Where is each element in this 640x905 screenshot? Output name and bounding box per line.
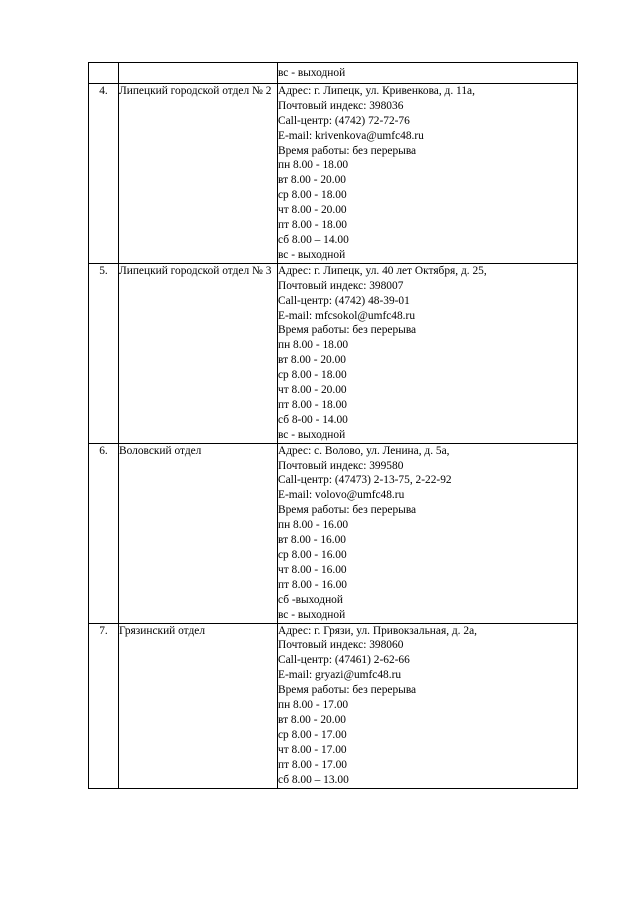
info-line: ср 8.00 - 16.00 [278, 549, 347, 561]
info-line: Почтовый индекс: 398060 [278, 639, 404, 652]
info-line: E-mail: volovo@umfc48.ru [278, 489, 405, 502]
office-name [119, 63, 278, 84]
info-line: Call-центр: (47461) 2-62-66 [278, 654, 410, 667]
offices-table [88, 62, 578, 789]
info-line: сб 8-00 - 14.00 [278, 413, 348, 426]
info-line: Почтовый индекс: 398036 [278, 99, 404, 112]
info-line: вт 8.00 - 20.00 [278, 174, 346, 187]
row-number [89, 63, 119, 84]
row-number: 5. [89, 263, 119, 443]
info-line: сб -выходной [278, 593, 343, 606]
row-number: 6. [89, 443, 119, 623]
info-line: вс - выходной [278, 608, 346, 621]
info-line: пт 8.00 - 16.00 [278, 578, 347, 591]
info-line: ср 8.00 - 18.00 [278, 369, 347, 382]
table-row [89, 443, 578, 623]
info-line: Адрес: с. Волово, ул. Ленина, д. 5а, [278, 444, 450, 457]
office-info [278, 623, 578, 788]
info-line: ср 8.00 - 18.00 [278, 189, 347, 202]
info-line: Call-центр: (4742) 48-39-01 [278, 294, 410, 307]
info-line: Адрес: г. Липецк, ул. Кривенкова, д. 11а, [278, 84, 475, 97]
info-line: пт 8.00 - 18.00 [278, 219, 347, 232]
info-line: пн 8.00 - 18.00 [278, 159, 349, 172]
info-line: Время работы: без перерыва [278, 504, 417, 517]
office-info [278, 63, 578, 84]
info-line: вт 8.00 - 20.00 [278, 713, 346, 726]
info-line: Почтовый индекс: 398007 [278, 279, 404, 292]
table-row [89, 623, 578, 788]
info-line: вс - выходной [278, 67, 346, 79]
info-line: вс - выходной [278, 428, 346, 441]
info-line: пт 8.00 - 17.00 [278, 758, 347, 771]
info-line: пн 8.00 - 17.00 [278, 699, 349, 712]
info-line: Время работы: без перерыва [278, 684, 417, 697]
info-line: Почтовый индекс: 399580 [278, 459, 404, 472]
table-row [89, 263, 578, 443]
row-number: 4. [89, 83, 119, 263]
row-number: 7. [89, 623, 119, 788]
info-line: Call-центр: (47473) 2-13-75, 2-22-92 [278, 474, 452, 487]
office-info [278, 83, 578, 263]
office-info [278, 443, 578, 623]
office-name: Липецкий городской отдел № 3 [119, 263, 278, 443]
info-line: Адрес: г. Липецк, ул. 40 лет Октября, д. 25, [278, 264, 487, 277]
info-line: E-mail: mfcsokol@umfc48.ru [278, 309, 416, 322]
info-line: сб 8.00 – 13.00 [278, 773, 349, 786]
info-line: пн 8.00 - 18.00 [278, 339, 349, 352]
info-line: Call-центр: (4742) 72-72-76 [278, 114, 410, 127]
info-line: Адрес: г. Грязи, ул. Привокзальная, д. 2а, [278, 624, 477, 637]
office-name: Липецкий городской отдел № 2 [119, 83, 278, 263]
offices-table-body [89, 63, 578, 789]
office-name: Воловский отдел [119, 443, 278, 623]
info-line: сб 8.00 – 14.00 [278, 233, 349, 246]
info-line: вт 8.00 - 16.00 [278, 534, 346, 547]
info-line: чт 8.00 - 16.00 [278, 563, 347, 576]
info-line: E-mail: gryazi@umfc48.ru [278, 669, 402, 682]
info-line: вс - выходной [278, 248, 346, 261]
info-line: пн 8.00 - 16.00 [278, 519, 349, 532]
office-name: Грязинский отдел [119, 623, 278, 788]
info-line: чт 8.00 - 20.00 [278, 204, 347, 217]
table-row [89, 83, 578, 263]
info-line: пт 8.00 - 18.00 [278, 398, 347, 411]
info-line: Время работы: без перерыва [278, 324, 417, 337]
info-line: вт 8.00 - 20.00 [278, 354, 346, 367]
info-line: Время работы: без перерыва [278, 144, 417, 157]
info-line: ср 8.00 - 17.00 [278, 728, 347, 741]
table-row [89, 63, 578, 84]
info-line: чт 8.00 - 20.00 [278, 384, 347, 397]
office-info [278, 263, 578, 443]
info-line: E-mail: krivenkova@umfc48.ru [278, 129, 424, 142]
info-line: чт 8.00 - 17.00 [278, 743, 347, 756]
